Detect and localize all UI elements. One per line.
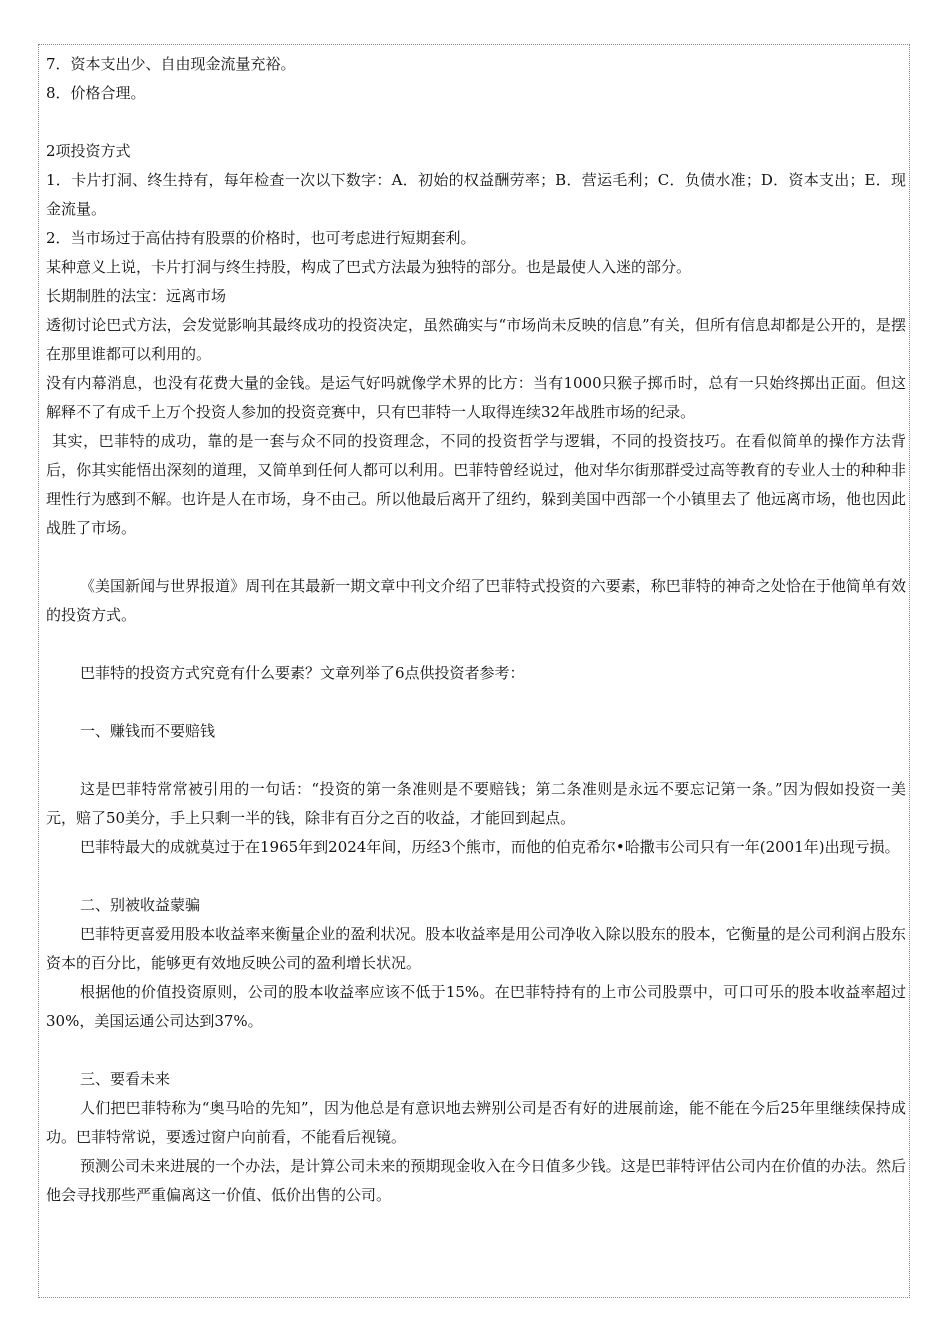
spacer [46,630,906,659]
spacer [46,543,906,572]
spacer [46,1036,906,1065]
criterion-7: 7．资本支出少、自由现金流量充裕。 [46,55,296,73]
paragraph-card-punching: 某种意义上说，卡片打洞与终生持股，构成了巴式方法最为独特的部分。也是最使人入迷的部分。 [46,258,692,276]
point-2-paragraph-2: 根据他的价值投资原则，公司的股本收益率应该不低于15%。在巴菲特持有的上市公司股票中，可口可乐的股本收益率超过30%，美国运通公司达到37%。 [46,983,906,1030]
paragraph-success: 其实，巴菲特的成功，靠的是一套与众不同的投资理念，不同的投资哲学与逻辑，不同的投资技巧。在看似简单的操作方法背后，你其实能悟出深刻的道理，又简单到任何人都可以利用。巴菲特曾经说过，他对华尔街那群受过高等教育的专业人士的种种非理性行为感到不解。也许是人在市场，身不由己。所以他最后离开了纽约，躲到美国中西部一个小镇里去了 他远离市场，他也因此战胜了市场。 [46,432,906,537]
paragraph-six-points: 巴菲特的投资方式究竟有什么要素？文章列举了6点供投资者参考： [80,664,525,682]
criterion-8: 8．价格合理。 [46,84,146,102]
point-3-paragraph-2: 预测公司未来进展的一个办法，是计算公司未来的预期现金收入在今日值多少钱。这是巴菲特评估公司内在价值的办法。然后他会寻找那些严重偏离这一价值、低价出售的公司。 [46,1157,906,1204]
point-3-heading: 三、要看未来 [80,1070,171,1088]
section-heading-methods: 2项投资方式 [46,142,131,160]
method-2: 2．当市场过于高估持有股票的价格时，也可考虑进行短期套利。 [46,229,476,247]
point-1-heading: 一、赚钱而不要赔钱 [80,722,216,740]
spacer [46,862,906,891]
paragraph-usnews: 《美国新闻与世界报道》周刊在其最新一期文章中刊文介绍了巴菲特式投资的六要素，称巴菲特的神奇之处恰在于他简单有效的投资方式。 [46,577,906,624]
paragraph-public-info: 透彻讨论巴式方法，会发觉影响其最终成功的投资决定，虽然确实与“市场尚未反映的信息”有关，但所有信息却都是公开的，是摆在那里谁都可以利用的。 [46,316,906,363]
spacer [46,108,906,137]
document-body [46,50,906,1210]
method-1: 1．卡片打洞、终生持有，每年检查一次以下数字：A．初始的权益酬劳率；B．营运毛利；C．负债水准；D．资本支出；E．现金流量。 [46,171,906,218]
spacer [46,746,906,775]
section-heading-away-from-market: 长期制胜的法宝：远离市场 [46,287,227,305]
spacer [46,688,906,717]
paragraph-no-insider: 没有内幕消息，也没有花费大量的金钱。是运气好吗就像学术界的比方：当有1000只猴子掷币时，总有一只始终掷出正面。但这解释不了有成千上万个投资人参加的投资竞赛中，只有巴菲特一人取得连续32年战胜市场的纪录。 [46,374,906,421]
point-1-paragraph-2: 巴菲特最大的成就莫过于在1965年到2024年间，历经3个熊市，而他的伯克希尔•哈撒韦公司只有一年(2001年)出现亏损。 [80,838,900,856]
point-1-paragraph: 这是巴菲特常常被引用的一句话：“投资的第一条准则是不要赔钱；第二条准则是永远不要忘记第一条。”因为假如投资一美元，赔了50美分，手上只剩一半的钱，除非有百分之百的收益，才能回到起点。 [46,780,906,827]
point-2-paragraph: 巴菲特更喜爱用股本收益率来衡量企业的盈利状况。股本收益率是用公司净收入除以股东的股本，它衡量的是公司利润占股东资本的百分比，能够更有效地反映公司的盈利增长状况。 [46,925,906,972]
point-3-paragraph: 人们把巴菲特称为“奥马哈的先知”，因为他总是有意识地去辨别公司是否有好的进展前途，能不能在今后25年里继续保持成功。巴菲特常说，要透过窗户向前看，不能看后视镜。 [46,1099,906,1146]
point-2-heading: 二、别被收益蒙骗 [80,896,201,914]
